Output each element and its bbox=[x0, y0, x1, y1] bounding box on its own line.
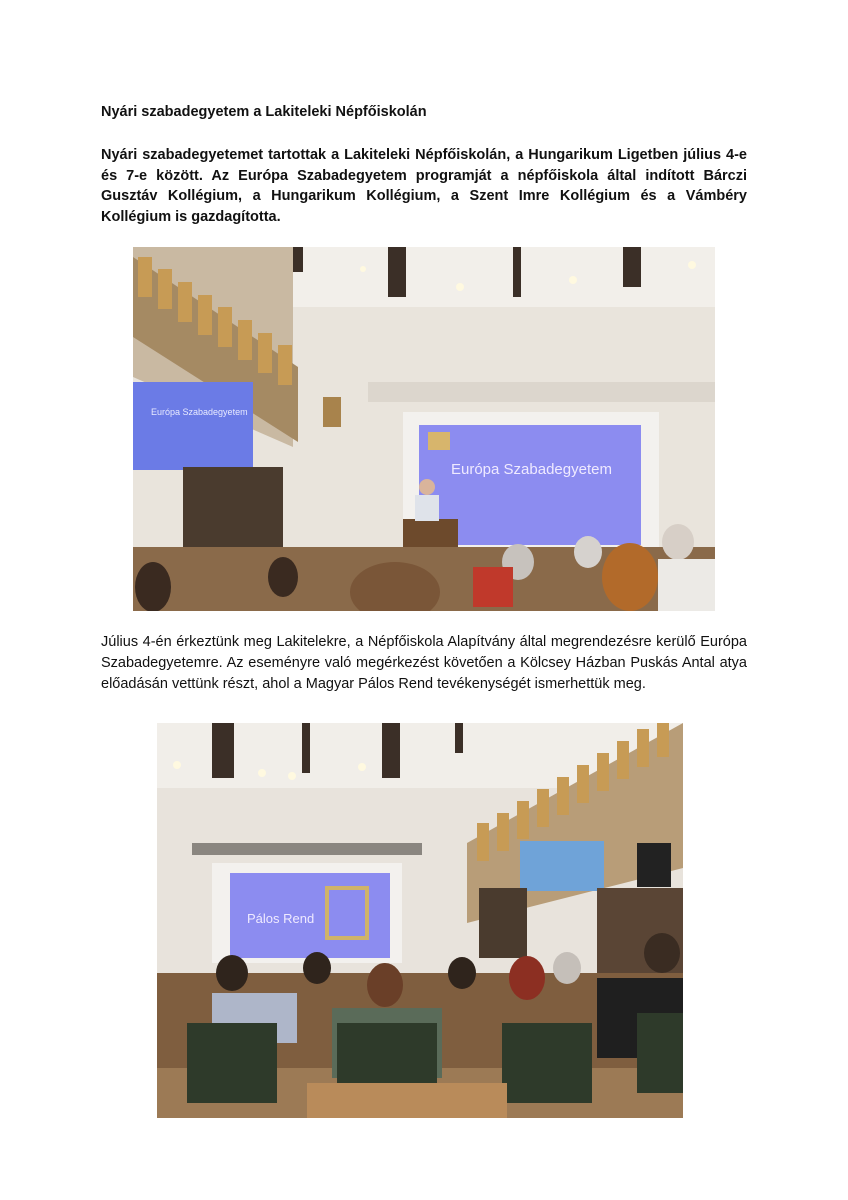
side-screen-title: Európa Szabadegyetem bbox=[151, 407, 248, 417]
article-title: Nyári szabadegyetem a Lakiteleki Népfőiskolán bbox=[101, 104, 427, 120]
photo-hall-audience bbox=[157, 723, 683, 1118]
photo-lecture-hall-speaker bbox=[133, 247, 715, 611]
projection-title-2: Pálos Rend bbox=[247, 911, 315, 926]
photo-1-illustration bbox=[133, 247, 715, 611]
article-paragraph: Július 4-én érkeztünk meg Lakitelekre, a Népfőiskola Alapítvány által megrendezésre kerülő Európa Szabadegyetemre. Az eseményre való megérkezést követően a Kölcsey Házban Puskás Antal atya előadásán vettünk részt, ahol a Magyar Pálos Rend tevékenységét ismerhettük meg. bbox=[101, 634, 747, 692]
photo-2-illustration bbox=[157, 723, 683, 1118]
article-lead: Nyári szabadegyetemet tartottak a Lakiteleki Népfőiskolán, a Hungarikum Ligetben július 4-e és 7-e között. Az Európa Szabadegyetem programját a népfőiskola által indított Bárczi Gusztáv Kollégium, a Hungarikum Kollégium, a Szent Imre Kollégium és a Vámbéry Kollégium is gazdagította. bbox=[101, 147, 747, 225]
projection-title: Európa Szabadegyetem bbox=[451, 461, 612, 478]
